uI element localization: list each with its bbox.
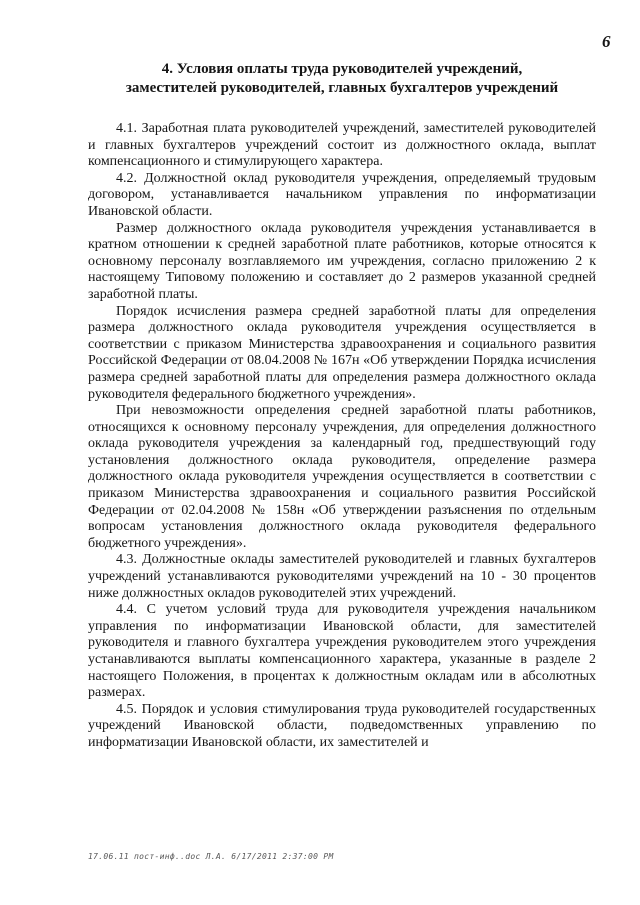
paragraph-4-5: 4.5. Порядок и условия стимулирования труда руководителей государственных учреждений Ивановской области, подведомственных управлению по информатизации Ивановской области, их заместителей и [88,701,596,750]
body-text [88,121,596,752]
paragraph-4-1: 4.1. Заработная плата руководителей учреждений, заместителей руководителей и главных бухгалтеров учреждений состоит из должностного оклада, выплат компенсационного и стимулирующего характера. [88,121,596,170]
section-title-line-2: заместителей руководителей, главных бухгалтеров учреждений [125,80,559,96]
section-title-line-1: 4. Условия оплаты труда руководителей учреждений, [161,61,523,77]
paragraph-impossibility-case: При невозможности определения средней заработной платы работников, относящихся к основному персоналу учреждения, для определения должностного оклада руководителя учреждения за календарный год, предшествующий году установления должностного оклада руководителя, определение размера должностного оклада руководителя учреждения осуществляется в соответствии с приказом Министерства здравоохранения и социального развития Российской Федерации от 02.04.2008 № 158н «Об утверждении разъяснения по отдельным вопросам установления должностного оклада руководителя федерального бюджетного учреждения». [88,403,596,551]
paragraph-calculation-order: Порядок исчисления размера средней заработной платы для определения размера должностного оклада руководителя учреждения осуществляется в соответствии с приказом Министерства здравоохранения и социального развития Российской Федерации от 08.04.2008 № 167н «Об утверждении Порядка исчисления размера средней заработной платы для определения размера должностного оклада руководителя федерального бюджетного учреждения». [88,303,596,402]
section-title [88,60,596,98]
paragraph-4-4: 4.4. С учетом условий труда для руководителя учреждения начальником управления по информатизации Ивановской области, для заместителей руководителя и главного бухгалтера учреждения руководителем этого учреждения устанавливаются выплаты компенсационного характера, указанные в разделе 2 настоящего Положения, в процентах к должностным окладам или в абсолютных размерах. [88,602,596,701]
page-number: 6 [602,32,611,51]
paragraph-4-2: 4.2. Должностной оклад руководителя учреждения, определяемый трудовым договором, устанавливается начальником управления по информатизации Ивановской области. [88,170,596,219]
document-footer: 17.06.11 пост-инф..doc Л.А. 6/17/2011 2:37:00 PM [88,852,334,861]
paragraph-salary-size: Размер должностного оклада руководителя учреждения устанавливается в кратном отношении к средней заработной плате работников, которые относятся к основному персоналу возглавляемого им учреждения, согласно приложению 2 к настоящему Типовому положению и составляет до 2 размеров указанной средней заработной платы. [88,220,596,302]
paragraph-4-3: 4.3. Должностные оклады заместителей руководителей и главных бухгалтеров учреждений устанавливаются руководителями учреждений на 10 - 30 процентов ниже должностных окладов руководителей этих учреждений. [88,552,596,601]
